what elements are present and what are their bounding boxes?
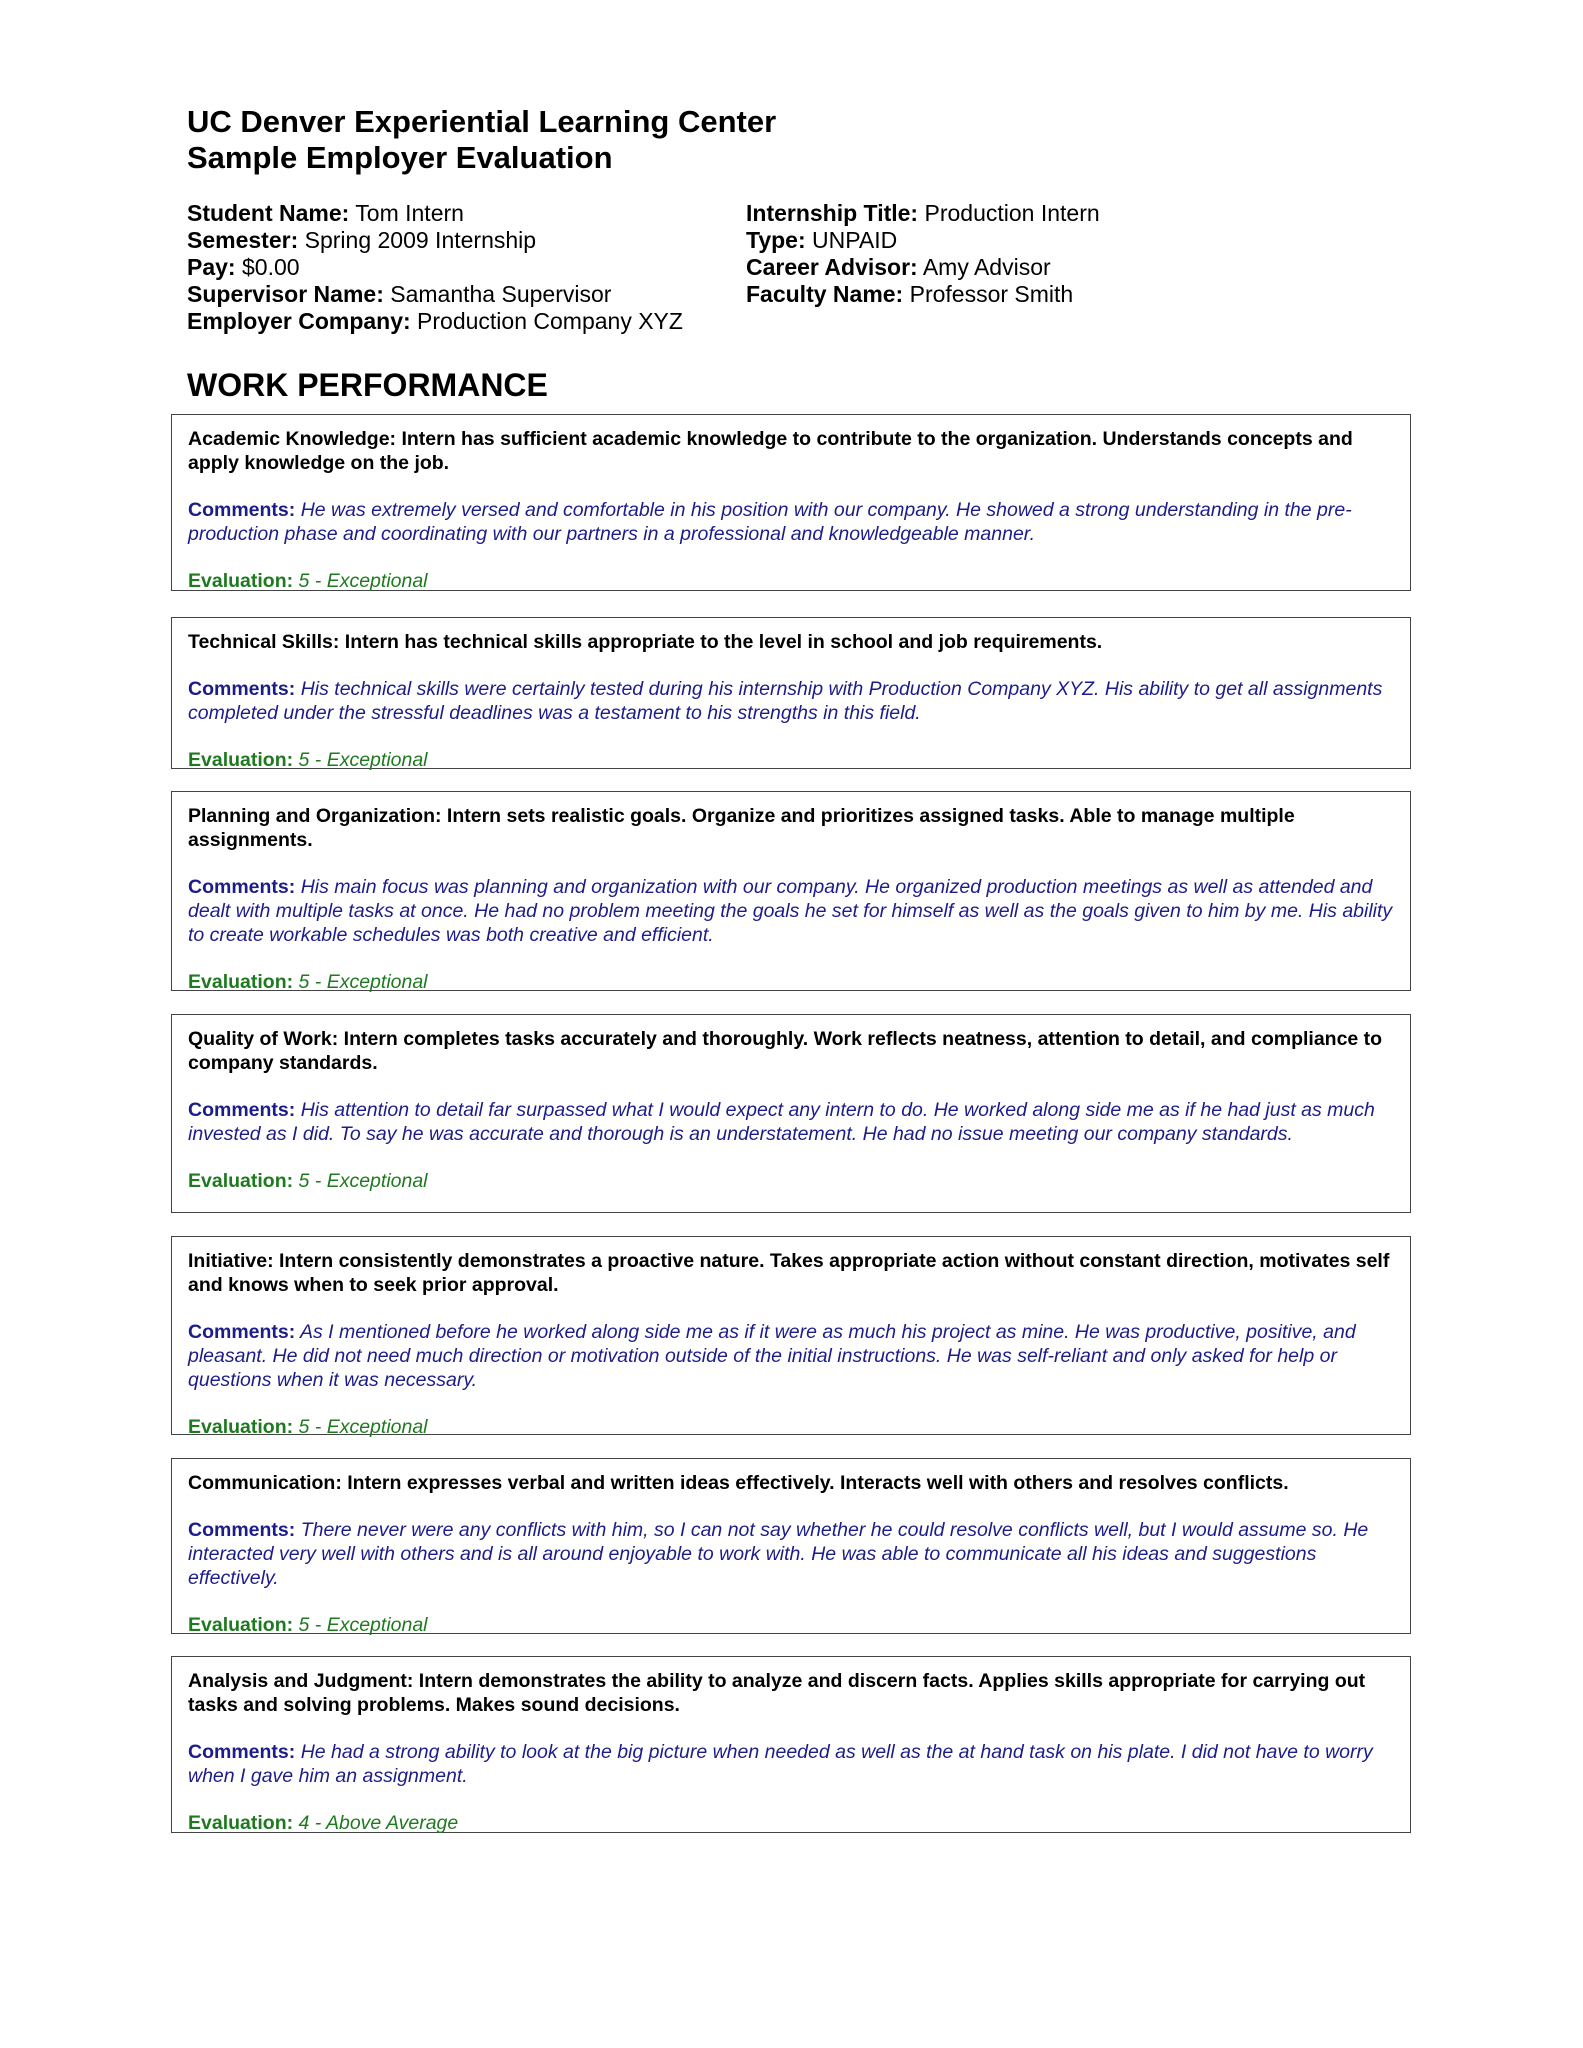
- evaluation-value: 5 - Exceptional: [298, 1416, 428, 1438]
- evaluation-label: Evaluation:: [188, 1416, 294, 1438]
- employer-company-field: [187, 308, 683, 335]
- field-label: Pay:: [187, 254, 236, 280]
- student-name-field: [187, 200, 683, 227]
- criterion-title: Quality of Work: Intern completes tasks accurately and thoroughly. Work reflects neatness, attention to detail, and compliance to company standards.: [188, 1028, 1383, 1074]
- supervisor-name-field: [187, 281, 683, 308]
- title-line-2: Sample Employer Evaluation: [187, 140, 613, 175]
- comments-label: Comments:: [188, 499, 296, 521]
- comment: [188, 1518, 1394, 1590]
- comments-label: Comments:: [188, 876, 296, 898]
- internship-title-field: [746, 200, 1100, 227]
- evaluation-label: Evaluation:: [188, 1170, 294, 1192]
- document-title: [187, 104, 776, 176]
- criterion-box: [171, 1656, 1411, 1833]
- comment-text: His technical skills were certainly tested during his internship with Production Company XYZ. His ability to get all assignments completed under the stressful deadlines was a testament to his strengths in this field.: [188, 678, 1383, 724]
- student-info-right: [746, 200, 1100, 308]
- comments-label: Comments:: [188, 1519, 296, 1541]
- comments-label: Comments:: [188, 678, 296, 700]
- criterion-title: Analysis and Judgment: Intern demonstrates the ability to analyze and discern facts. Applies skills appropriate for carrying out tasks and solving problems. Makes sound decisions.: [188, 1670, 1366, 1716]
- field-value: $0.00: [241, 254, 300, 280]
- pay-field: [187, 254, 683, 281]
- evaluation-value: 5 - Exceptional: [298, 1170, 428, 1192]
- evaluation-label: Evaluation:: [188, 971, 294, 993]
- evaluation-label: Evaluation:: [188, 1614, 294, 1636]
- field-value: Production Company XYZ: [417, 308, 683, 334]
- criterion-box: [171, 414, 1411, 591]
- criterion-title: Initiative: Intern consistently demonstrates a proactive nature. Takes appropriate action without constant direction, motivates self and knows when to seek prior approval.: [188, 1250, 1390, 1296]
- faculty-name-field: [746, 281, 1100, 308]
- evaluation-value: 4 - Above Average: [298, 1812, 459, 1834]
- evaluation-label: Evaluation:: [188, 1812, 294, 1834]
- field-label: Semester:: [187, 227, 299, 253]
- title-line-1: UC Denver Experiential Learning Center: [187, 104, 777, 139]
- comments-label: Comments:: [188, 1741, 296, 1763]
- comment: [188, 1320, 1394, 1392]
- criterion-title: Technical Skills: Intern has technical skills appropriate to the level in school and job requirements.: [188, 631, 1103, 653]
- field-label: Faculty Name:: [746, 281, 904, 307]
- comment-text: His attention to detail far surpassed what I would expect any intern to do. He worked along side me as if he had just as much invested as I did. To say he was accurate and thorough is an understatement. He had no issue meeting our company standards.: [188, 1099, 1375, 1145]
- field-value: Amy Advisor: [922, 254, 1051, 280]
- evaluation-label: Evaluation:: [188, 749, 294, 771]
- semester-field: [187, 227, 683, 254]
- student-info-left: [187, 200, 683, 335]
- criterion-box: [171, 791, 1411, 991]
- comment: [188, 498, 1394, 546]
- evaluation-label: Evaluation:: [188, 570, 294, 592]
- field-label: Type:: [746, 227, 806, 253]
- evaluation: [188, 1415, 1394, 1439]
- criterion-title: Planning and Organization: Intern sets realistic goals. Organize and prioritizes assigned tasks. Able to manage multiple assignments.: [188, 805, 1295, 851]
- evaluation: [188, 1811, 1394, 1835]
- comment-text: There never were any conflicts with him, so I can not say whether he could resolve conflicts well, but I would assume so. He interacted very well with others and is all around enjoyable to work with. He was able to communicate all his ideas and suggestions effectively.: [188, 1519, 1369, 1589]
- evaluation: [188, 970, 1394, 994]
- field-value: Samantha Supervisor: [390, 281, 612, 307]
- comment: [188, 875, 1394, 947]
- evaluation-value: 5 - Exceptional: [298, 971, 428, 993]
- criterion-box: [171, 1236, 1411, 1438]
- field-value: Tom Intern: [355, 200, 464, 226]
- field-value: UNPAID: [812, 227, 898, 253]
- criterion-title: Academic Knowledge: Intern has sufficient academic knowledge to contribute to the organization. Understands concepts and apply knowledge on the job.: [188, 428, 1353, 474]
- evaluation: [188, 1613, 1394, 1637]
- field-label: Employer Company:: [187, 308, 411, 334]
- field-value: Professor Smith: [909, 281, 1074, 307]
- criterion-box: [171, 1014, 1411, 1213]
- evaluation-value: 5 - Exceptional: [298, 570, 428, 592]
- field-value: Production Intern: [924, 200, 1100, 226]
- criterion-box: [171, 1458, 1411, 1634]
- comment: [188, 677, 1394, 725]
- field-label: Internship Title:: [746, 200, 919, 226]
- career-advisor-field: [746, 254, 1100, 281]
- section-heading: WORK PERFORMANCE: [187, 367, 548, 403]
- criterion-box: [171, 617, 1411, 769]
- evaluation-value: 5 - Exceptional: [298, 1614, 428, 1636]
- comment-text: He had a strong ability to look at the big picture when needed as well as the at hand task on his plate. I did not have to worry when I gave him an assignment.: [188, 1741, 1373, 1787]
- comments-label: Comments:: [188, 1321, 296, 1343]
- comment-text: As I mentioned before he worked along side me as if it were as much his project as mine. He was productive, positive, and pleasant. He did not need much direction or motivation outside of the initial instructions. He was self-reliant and only asked for help or questions when it was necessary.: [188, 1321, 1356, 1391]
- criterion-title: Communication: Intern expresses verbal and written ideas effectively. Interacts well with others and resolves conflicts.: [188, 1472, 1289, 1494]
- field-label: Career Advisor:: [746, 254, 918, 280]
- field-label: Student Name:: [187, 200, 350, 226]
- field-label: Supervisor Name:: [187, 281, 384, 307]
- evaluation: [188, 748, 1394, 772]
- comment: [188, 1098, 1394, 1146]
- type-field: [746, 227, 1100, 254]
- evaluation: [188, 1169, 1394, 1193]
- evaluation-value: 5 - Exceptional: [298, 749, 428, 771]
- comment-text: He was extremely versed and comfortable in his position with our company. He showed a strong understanding in the pre-production phase and coordinating with our partners in a professional and knowledgeable manner.: [188, 499, 1352, 545]
- comment-text: His main focus was planning and organization with our company. He organized production meetings as well as attended and dealt with multiple tasks at once. He had no problem meeting the goals he set for himself as well as the goals given to him by me. His ability to create workable schedules was both creative and efficient.: [188, 876, 1393, 946]
- comments-label: Comments:: [188, 1099, 296, 1121]
- evaluation: [188, 569, 1394, 593]
- comment: [188, 1740, 1394, 1788]
- field-value: Spring 2009 Internship: [304, 227, 537, 253]
